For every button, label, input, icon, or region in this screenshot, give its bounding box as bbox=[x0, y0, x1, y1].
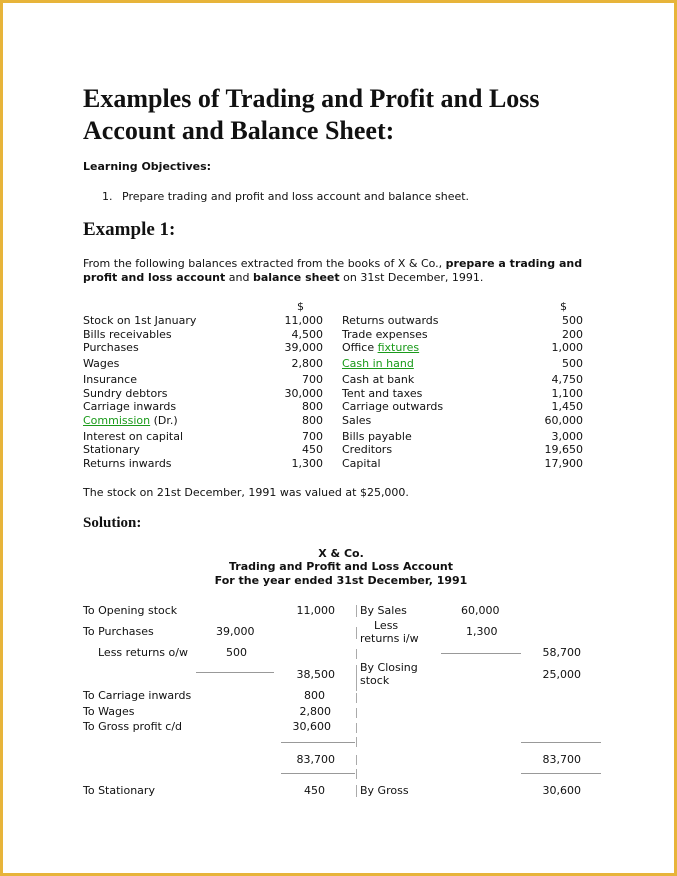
debit-total-rule-bottom bbox=[281, 773, 355, 774]
left-value: 450 bbox=[302, 443, 323, 456]
stock-note: The stock on 21st December, 1991 was valued at $25,000. bbox=[83, 486, 409, 499]
intro-bold-2: balance sheet bbox=[252, 271, 340, 284]
right-label: Cash at bank bbox=[342, 373, 415, 386]
left-label-commission bbox=[83, 414, 196, 430]
right-value: 200 bbox=[562, 327, 583, 341]
less-returns-ow-value: 500 bbox=[226, 646, 247, 659]
stationary-label: To Stationary bbox=[83, 784, 155, 797]
left-value: 11,000 bbox=[284, 314, 323, 327]
column-divider bbox=[356, 769, 357, 779]
right-label: Carriage outwards bbox=[342, 400, 444, 413]
stock-word: stock bbox=[360, 674, 390, 687]
objective-number: 1. bbox=[102, 190, 113, 203]
intro-text: From the following balances extracted from the books of X & Co., bbox=[83, 257, 446, 270]
left-value: 800 bbox=[302, 413, 323, 427]
sales-rule bbox=[441, 653, 521, 654]
intro-bold-1: prepare a trading and profit and loss account bbox=[83, 257, 583, 284]
by-sales-label: By Sales bbox=[360, 604, 407, 617]
column-divider bbox=[356, 605, 357, 617]
left-label: Sundry debtors bbox=[83, 386, 168, 400]
column-divider bbox=[356, 665, 357, 691]
column-divider bbox=[356, 723, 357, 733]
right-label: Bills payable bbox=[342, 429, 412, 443]
right-value: 1,100 bbox=[551, 386, 583, 400]
column-divider bbox=[356, 649, 357, 659]
wages-label: To Wages bbox=[83, 705, 135, 718]
credit-total-value: 83,700 bbox=[542, 753, 581, 766]
column-divider bbox=[356, 755, 357, 765]
column-divider bbox=[356, 785, 357, 797]
account-company: X & Co. bbox=[318, 547, 364, 560]
opening-stock-value: 11,000 bbox=[296, 604, 335, 617]
wages-value: 2,800 bbox=[299, 705, 331, 718]
debit-total-rule-top bbox=[281, 742, 355, 743]
fixtures-link[interactable]: fixtures bbox=[377, 341, 420, 354]
left-label: Returns inwards bbox=[83, 456, 172, 470]
left-value: 700 bbox=[302, 373, 323, 386]
column-divider bbox=[356, 737, 357, 747]
right-value: 500 bbox=[562, 357, 583, 370]
gross-profit-cd-value: 30,600 bbox=[292, 720, 331, 733]
credit-total-rule-top bbox=[521, 742, 601, 743]
closing-stock-value: 25,000 bbox=[542, 668, 581, 681]
returns-iw-label: returns i/w bbox=[360, 632, 419, 645]
objective-text: Prepare trading and profit and loss account and balance sheet. bbox=[122, 190, 470, 203]
account-title: Trading and Profit and Loss Account bbox=[228, 560, 454, 573]
by-gross-value: 30,600 bbox=[542, 784, 581, 797]
right-label-cash-in-hand bbox=[342, 357, 443, 373]
account-period: For the year ended 31st December, 1991 bbox=[214, 574, 468, 587]
right-label: Creditors bbox=[342, 443, 393, 456]
commission-link[interactable]: Commission bbox=[83, 413, 151, 427]
intro-paragraph bbox=[83, 257, 603, 285]
left-value: 1,300 bbox=[291, 456, 323, 470]
stationary-value: 450 bbox=[304, 784, 325, 797]
net-sales-value: 58,700 bbox=[542, 646, 581, 659]
solution-heading: Solution: bbox=[83, 515, 142, 531]
carriage-inwards-label: To Carriage inwards bbox=[83, 689, 192, 702]
right-label: Returns outwards bbox=[342, 314, 439, 327]
right-label-office-fixtures bbox=[342, 341, 443, 357]
carriage-inwards-value: 800 bbox=[304, 689, 325, 702]
right-label: Capital bbox=[342, 456, 381, 470]
balances-left-values bbox=[273, 314, 323, 470]
page-title: Examples of Trading and Profit and Loss Account and Balance Sheet: bbox=[83, 84, 540, 145]
column-divider bbox=[356, 708, 357, 718]
credit-total-rule-bottom bbox=[521, 773, 601, 774]
balances-right-values bbox=[523, 314, 583, 470]
intro-text-3: on 31st December, 1991. bbox=[339, 271, 484, 284]
left-label: Wages bbox=[83, 357, 120, 370]
opening-stock-label: To Opening stock bbox=[83, 604, 178, 617]
right-label: Sales bbox=[342, 413, 372, 427]
less-returns-ow-label: Less returns o/w bbox=[98, 646, 188, 659]
left-value: 800 bbox=[302, 400, 323, 413]
right-value: 3,000 bbox=[551, 429, 583, 443]
sales-value: 60,000 bbox=[461, 604, 500, 617]
left-value: 4,500 bbox=[291, 327, 323, 341]
left-label: Purchases bbox=[83, 341, 139, 354]
learning-objectives-heading: Learning Objectives: bbox=[83, 160, 212, 173]
returns-iw-value: 1,300 bbox=[466, 625, 498, 638]
right-value: 19,650 bbox=[544, 443, 583, 456]
purchases-label: To Purchases bbox=[83, 625, 154, 638]
column-divider bbox=[356, 627, 357, 639]
left-label: Bills receivables bbox=[83, 327, 172, 341]
right-value: 1,450 bbox=[551, 400, 583, 413]
right-value: 500 bbox=[562, 314, 583, 327]
left-label: Stationary bbox=[83, 443, 140, 456]
by-gross-label: By Gross bbox=[360, 784, 409, 797]
example-heading: Example 1: bbox=[83, 219, 176, 240]
left-value: 2,800 bbox=[291, 357, 323, 370]
commission-suffix: (Dr.) bbox=[150, 413, 178, 427]
right-value: 60,000 bbox=[544, 413, 583, 427]
column-divider bbox=[356, 693, 357, 703]
office-text: Office bbox=[342, 341, 378, 354]
intro-text-2: and bbox=[225, 271, 253, 284]
left-label: Stock on 1st January bbox=[83, 314, 197, 327]
gross-profit-cd-label: To Gross profit c/d bbox=[83, 720, 183, 733]
balances-left-labels bbox=[83, 314, 196, 470]
net-purchases-value: 38,500 bbox=[296, 668, 335, 681]
purchases-rule bbox=[196, 672, 274, 673]
right-value: 1,000 bbox=[551, 341, 583, 354]
left-label: Carriage inwards bbox=[83, 400, 177, 413]
less-label: Less bbox=[374, 619, 399, 632]
cash-in-hand-link[interactable]: Cash in hand bbox=[342, 357, 414, 370]
debit-total-value: 83,700 bbox=[296, 753, 335, 766]
right-value: 4,750 bbox=[551, 373, 583, 386]
left-label: Insurance bbox=[83, 373, 137, 386]
currency-header-right: $ bbox=[560, 300, 567, 313]
purchases-value: 39,000 bbox=[216, 625, 255, 638]
left-value: 39,000 bbox=[284, 341, 323, 354]
balances-right-labels bbox=[342, 314, 443, 470]
right-label: Tent and taxes bbox=[342, 386, 423, 400]
left-label: Interest on capital bbox=[83, 429, 184, 443]
left-value: 30,000 bbox=[284, 386, 323, 400]
by-closing-label: By Closing bbox=[360, 661, 418, 674]
right-value: 17,900 bbox=[544, 456, 583, 470]
right-label: Trade expenses bbox=[342, 327, 428, 341]
left-value: 700 bbox=[302, 429, 323, 443]
currency-header-left: $ bbox=[297, 300, 304, 313]
